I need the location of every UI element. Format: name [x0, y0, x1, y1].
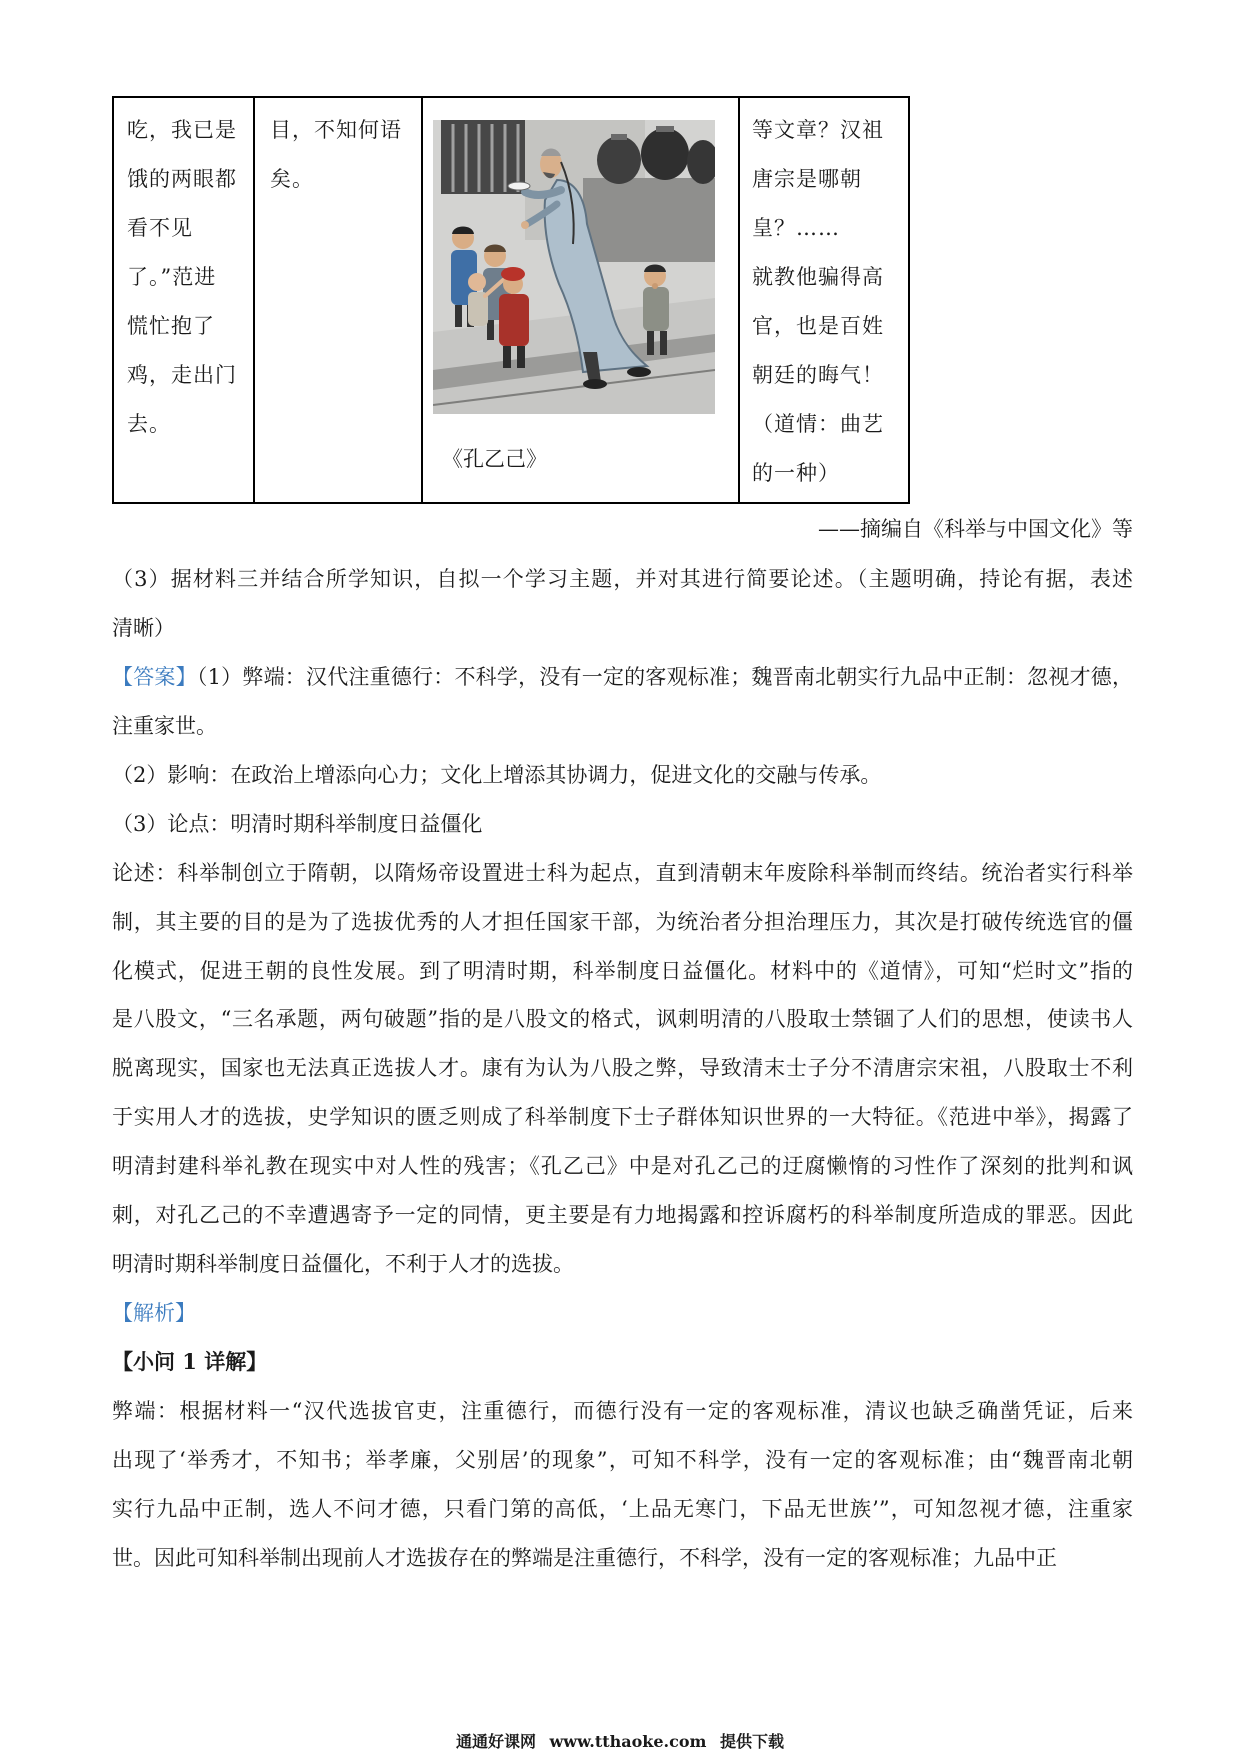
answer-line: 脱离现实，国家也无法真正选拔人才。康有为认为八股之弊，导致清末士子分不清唐宗宋祖，八股取士不利: [112, 1056, 1133, 1081]
tavern-counter: [583, 178, 715, 262]
answer-line: （2）影响：在政治上增添向心力；文化上增添其协调力，促进文化的交融与传承。: [112, 762, 882, 787]
answer-line: 明清时期科举制度日益僵化，不利于人才的选拔。: [112, 1252, 574, 1277]
cell-line: 看不见: [127, 216, 193, 240]
cell-line: 官，也是百姓: [752, 314, 884, 338]
cell-line: 的一种）: [752, 461, 840, 485]
analysis-line: 实行九品中正制，选人不问才德，只看门第的高低，‘上品无寒门，下品无世族’”，可知忽视才德，注重家: [112, 1496, 1133, 1521]
answer-line: 是八股文，“三名承题，两句破题”指的是八股文的格式，讽刺明清的八股取士禁锢了人们的思想，使读书人: [112, 1007, 1133, 1032]
answer-label: 【答案】: [112, 664, 197, 689]
answer-line: 明清封建科举礼教在现实中对人性的残害；《孔乙己》中是对孔乙己的迂腐懒惰的习性作了深刻的批判和讽: [112, 1154, 1133, 1179]
main-text: [112, 555, 1133, 1583]
analysis-line: 弊端：根据材料一“汉代选拔官吏，注重德行，而德行没有一定的客观标准，清议也缺乏确凿凭证，后来: [112, 1398, 1133, 1423]
table-cell-daoqing-text: [740, 98, 908, 502]
footer-suffix: 提供下载: [720, 1732, 785, 1751]
answer-text: （1）弊端：汉代注重德行：不科学，没有一定的客观标准；魏晋南北朝实行九品中正制：忽视才德，: [196, 664, 1134, 689]
material-table: [112, 96, 910, 504]
analysis-line: 世。因此可知科举制出现前人才选拔存在的弊端是注重德行，不科学，没有一定的客观标准；九品中正: [112, 1545, 1057, 1570]
page-footer: [0, 1733, 1240, 1751]
cell-line: 朝廷的晦气！: [752, 363, 884, 387]
kong-yiji-illustration: [433, 120, 715, 414]
answer-line: 制，其主要的目的是为了选拔优秀的人才担任国家干部，为统治者分担治理压力，其次是打破传统选官的僵: [112, 909, 1133, 934]
analysis-subheading: 【小问 1 详解】: [112, 1349, 268, 1374]
answer-line: 化模式，促进王朝的良性发展。到了明清时期，科举制度日益僵化。材料中的《道情》，可知“烂时文”指的: [112, 958, 1133, 983]
answer-line: 注重家世。: [112, 713, 217, 738]
cell-line: 唐宗是哪朝: [752, 167, 862, 191]
table-cell-fan-jin-text: [114, 98, 255, 502]
answer-line: 论述：科举制创立于隋朝，以隋炀帝设置进士科为起点，直到清朝末年废除科举制而终结。统治者实行科举: [112, 860, 1133, 885]
illustration-caption: 《孔乙己》: [442, 447, 547, 471]
cell-line: 皇？……: [752, 216, 840, 240]
analysis-label: 【解析】: [112, 1301, 196, 1326]
cell-line: 等文章？汉祖: [752, 118, 884, 142]
cell-line: 去。: [127, 412, 171, 436]
cell-line: 饿的两眼都: [127, 167, 237, 191]
table-cell-illustration: [423, 98, 740, 502]
cell-line: 慌忙抱了: [127, 314, 215, 338]
answer-first-line: [112, 653, 1133, 702]
answer-line: 于实用人才的选拔，史学知识的匮乏则成了科举制度下士子群体知识世界的一大特征。《范进中举》，揭露了: [112, 1105, 1133, 1130]
footer-site-name: 通通好课网: [455, 1732, 536, 1751]
cell-line: 就教他骗得高: [752, 265, 884, 289]
source-citation: ——摘编自《科举与中国文化》等: [818, 517, 1133, 541]
table-cell-quote-text: [255, 98, 423, 502]
footer-url: www.tthaoke.com: [549, 1732, 707, 1751]
cell-line: （道情：曲艺: [752, 412, 884, 436]
question-3-line: （3）据材料三并结合所学知识，自拟一个学习主题，并对其进行简要论述。（主题明确，持论有据，表述: [112, 567, 1133, 591]
cell-line: 吃，我已是: [127, 118, 237, 142]
cell-line: 鸡，走出门: [127, 363, 237, 387]
cell-line: 目，不知何语: [270, 118, 402, 142]
question-3-line: 清晰）: [112, 615, 175, 640]
answer-line: （3）论点：明清时期科举制度日益僵化: [112, 811, 483, 836]
cell-line: 了。”范进: [127, 265, 217, 289]
answer-line: 刺，对孔乙己的不幸遭遇寄予一定的同情，更主要是有力地揭露和控诉腐朽的科举制度所造成的罪恶。因此: [112, 1203, 1133, 1228]
analysis-line: 出现了‘举秀才，不知书；举孝廉，父别居’的现象”，可知不科学，没有一定的客观标准；由“魏晋南北朝: [112, 1447, 1133, 1472]
cell-line: 矣。: [270, 167, 314, 191]
